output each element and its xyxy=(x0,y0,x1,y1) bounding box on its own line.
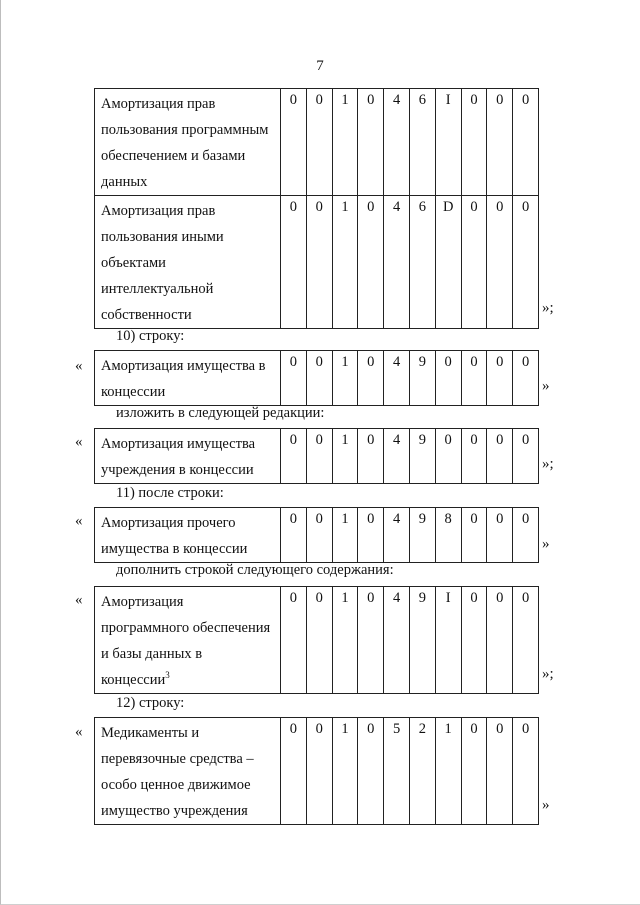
code-digit: 9 xyxy=(409,508,435,563)
code-digit: 0 xyxy=(487,429,513,484)
table-row xyxy=(95,718,539,825)
code-digit: 0 xyxy=(281,508,307,563)
table-first-block xyxy=(94,88,539,329)
code-digit: 1 xyxy=(332,196,358,329)
code-digit: 0 xyxy=(358,508,384,563)
code-digit: 0 xyxy=(281,89,307,196)
page-number: 7 xyxy=(316,58,324,74)
row-label: Амортизация программного обеспечения и базы данных в концессии$^3$ xyxy=(95,587,281,694)
instruction-11-add: дополнить строкой следующего содержания: xyxy=(116,562,394,578)
code-digit: 0 xyxy=(281,587,307,694)
code-digit: 0 xyxy=(281,429,307,484)
open-quote: « xyxy=(75,358,83,374)
close-quote: »; xyxy=(542,456,554,472)
instruction-10-edit: изложить в следующей редакции: xyxy=(116,405,325,421)
code-digit: 0 xyxy=(306,718,332,825)
code-digit: 0 xyxy=(513,351,539,406)
row-label: Амортизация прав пользования программным обеспечением и базами данных xyxy=(95,89,281,196)
code-digit: 0 xyxy=(435,429,461,484)
row-label: Амортизация имущества учреждения в концессии xyxy=(95,429,281,484)
code-digit: 0 xyxy=(358,351,384,406)
code-digit: 0 xyxy=(306,351,332,406)
code-digit: 0 xyxy=(513,718,539,825)
code-digit: 0 xyxy=(358,587,384,694)
row-label: Амортизация прав пользования иными объектами интеллектуальной собственности xyxy=(95,196,281,329)
open-quote: « xyxy=(75,434,83,450)
code-digit: 0 xyxy=(487,587,513,694)
code-digit: 1 xyxy=(332,89,358,196)
code-digit: 1 xyxy=(332,587,358,694)
code-digit: 4 xyxy=(384,196,410,329)
close-quote: » xyxy=(542,797,550,813)
code-digit: 4 xyxy=(384,508,410,563)
code-digit: 0 xyxy=(358,718,384,825)
instruction-10: 10) строку: xyxy=(116,328,185,344)
code-digit: 0 xyxy=(358,429,384,484)
table-row xyxy=(95,89,539,196)
row-label: Медикаменты и перевязочные средства – особо ценное движимое имущество учреждения xyxy=(95,718,281,825)
code-digit: 0 xyxy=(461,89,487,196)
open-quote: « xyxy=(75,724,83,740)
close-quote: » xyxy=(542,536,550,552)
footnote-marker: 3 xyxy=(165,670,170,681)
code-digit: 1 xyxy=(332,508,358,563)
table-item-11-new xyxy=(94,586,539,694)
code-digit: 9 xyxy=(409,351,435,406)
close-quote: » xyxy=(542,378,550,394)
code-digit: 0 xyxy=(487,718,513,825)
table-row xyxy=(95,508,539,563)
code-digit: 0 xyxy=(513,89,539,196)
code-digit: 9 xyxy=(409,587,435,694)
code-digit: 1 xyxy=(332,718,358,825)
code-digit: 0 xyxy=(306,89,332,196)
instruction-12: 12) строку: xyxy=(116,695,185,711)
code-digit: 0 xyxy=(435,351,461,406)
code-digit: 0 xyxy=(487,196,513,329)
code-digit: 9 xyxy=(409,429,435,484)
table-item-10-old xyxy=(94,350,539,406)
open-quote: « xyxy=(75,592,83,608)
code-digit: I xyxy=(435,587,461,694)
code-digit: 0 xyxy=(513,508,539,563)
row-label: Амортизация имущества в концессии xyxy=(95,351,281,406)
code-digit: I xyxy=(435,89,461,196)
code-digit: 1 xyxy=(332,351,358,406)
code-digit: 2 xyxy=(409,718,435,825)
code-digit: 4 xyxy=(384,89,410,196)
code-digit: 0 xyxy=(461,196,487,329)
code-digit: 5 xyxy=(384,718,410,825)
code-digit: 0 xyxy=(487,508,513,563)
code-digit: 0 xyxy=(513,587,539,694)
code-digit: 1 xyxy=(332,429,358,484)
table-item-11-old xyxy=(94,507,539,563)
code-digit: 0 xyxy=(358,196,384,329)
code-digit: 0 xyxy=(461,429,487,484)
code-digit: 0 xyxy=(358,89,384,196)
close-quote: »; xyxy=(542,300,554,316)
code-digit: 4 xyxy=(384,587,410,694)
table-item-10-new xyxy=(94,428,539,484)
table-row xyxy=(95,587,539,694)
open-quote: « xyxy=(75,513,83,529)
table-item-12 xyxy=(94,717,539,825)
code-digit: 6 xyxy=(409,196,435,329)
code-digit: 0 xyxy=(513,429,539,484)
code-digit: 0 xyxy=(487,89,513,196)
table-row xyxy=(95,196,539,329)
instruction-11: 11) после строки: xyxy=(116,485,224,501)
code-digit: 4 xyxy=(384,429,410,484)
code-digit: 6 xyxy=(409,89,435,196)
code-digit: 0 xyxy=(281,196,307,329)
code-digit: 0 xyxy=(513,196,539,329)
code-digit: 4 xyxy=(384,351,410,406)
code-digit: D xyxy=(435,196,461,329)
code-digit: 0 xyxy=(281,351,307,406)
code-digit: 0 xyxy=(461,718,487,825)
close-quote: »; xyxy=(542,666,554,682)
code-digit: 0 xyxy=(487,351,513,406)
code-digit: 0 xyxy=(461,351,487,406)
code-digit: 0 xyxy=(306,429,332,484)
code-digit: 8 xyxy=(435,508,461,563)
code-digit: 0 xyxy=(461,587,487,694)
row-label: Амортизация прочего имущества в концессии xyxy=(95,508,281,563)
table-row xyxy=(95,429,539,484)
code-digit: 0 xyxy=(461,508,487,563)
code-digit: 1 xyxy=(435,718,461,825)
code-digit: 0 xyxy=(306,587,332,694)
table-row xyxy=(95,351,539,406)
code-digit: 0 xyxy=(281,718,307,825)
code-digit: 0 xyxy=(306,196,332,329)
code-digit: 0 xyxy=(306,508,332,563)
